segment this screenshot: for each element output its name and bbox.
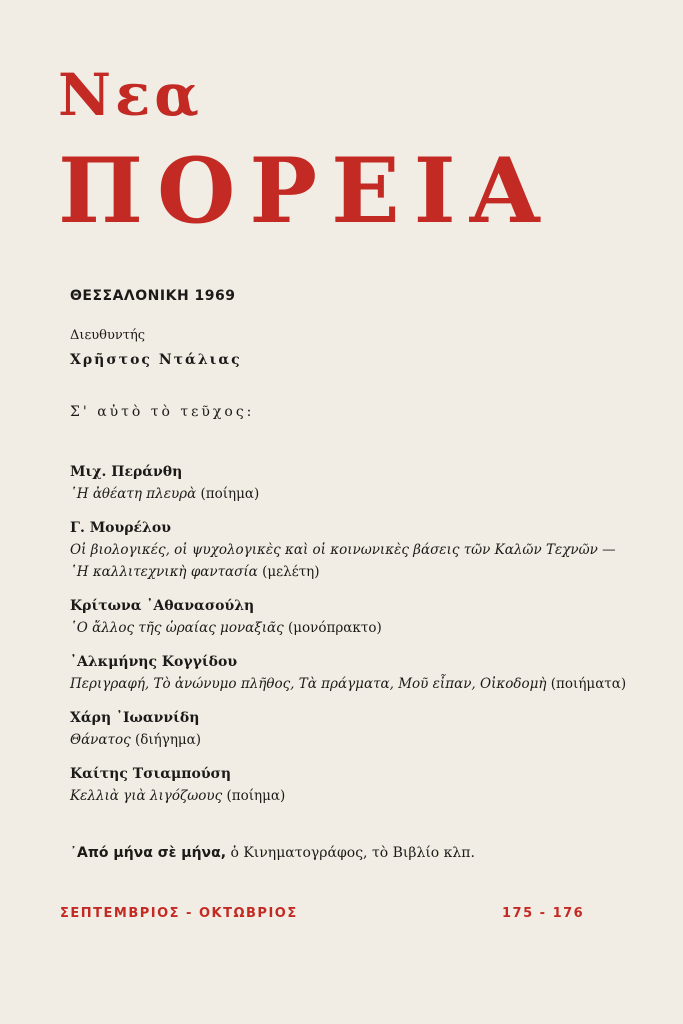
masthead-small-title: Νεα [58,61,203,129]
table-of-contents [70,461,630,819]
issue-numbers: 175 - 176 [502,906,585,921]
toc-work [70,483,630,505]
toc-work-genre: (ποίημα) [200,486,260,502]
toc-author: Κρίτωνα ᾽Αθανασούλη [70,598,255,614]
toc-work [70,617,630,639]
toc-author: ᾽Αλκμήνης Κογγίδου [70,654,238,670]
toc-author: Γ. Μουρέλου [70,520,171,536]
toc-work-title: Οἱ βιολογικές, οἱ ψυχολογικὲς καὶ οἱ κοινωνικὲς βάσεις τῶν Καλῶν Τεχνῶν —῾Η καλλιτεχνικὴ φαντασία [70,542,616,580]
toc-work-title: ῾Ο ἄλλος τῆς ὡραίας μοναξιᾶς [70,620,284,636]
toc-work [70,785,630,807]
toc-work-genre: (μονόπρακτο) [287,620,382,636]
toc-entry [70,517,630,583]
toc-entry [70,651,630,695]
toc-entry [70,707,630,751]
toc-work-genre: (ποίημα) [226,788,286,804]
monthly-section-heading: ᾽Από μήνα σὲ μήνα, [70,845,227,861]
toc-work [70,539,630,583]
toc-work-title: ῾Η ἀθέατη πλευρὰ [70,486,197,502]
toc-work-genre: (διήγημα) [134,732,202,748]
toc-entry [70,595,630,639]
toc-work [70,673,630,695]
toc-entry [70,763,630,807]
issue-contents-heading: Σ' αὐτὸ τὸ τεῦχος: [70,404,255,420]
toc-author: Καίτης Τσιαμπούση [70,766,232,782]
director-name: Χρῆστος Ντάλιας [70,352,242,368]
toc-work-genre: (ποιήματα) [550,676,627,692]
toc-work-genre: (μελέτη) [262,564,320,580]
toc-work [70,729,630,751]
monthly-section-line [70,845,475,861]
toc-work-title: Θάνατος [70,732,131,748]
toc-entry [70,461,630,505]
masthead-large-title: ΠΟΡΕΙΑ [58,138,554,244]
issue-months: ΣΕΠΤΕΜΒΡΙΟΣ - ΟΚΤΩΒΡΙΟΣ [60,906,298,921]
toc-work-title: Περιγραφή, Τὸ ἀνώνυμο πλῆθος, Τὰ πράγματα, Μοῦ εἶπαν, Οἰκοδομὴ [70,676,547,692]
director-label: Διευθυντής [70,328,146,343]
toc-author: Μιχ. Περάνθη [70,464,183,480]
city-year-line: ΘΕΣΣΑΛΟΝΙΚΗ 1969 [70,288,236,304]
toc-author: Χάρη ᾽Ιωαννίδη [70,710,200,726]
toc-work-title: Κελλιὰ γιὰ λιγόζωους [70,788,223,804]
monthly-section-items: ὁ Κινηματογράφος, τὸ Βιβλίο κλπ. [230,845,475,861]
